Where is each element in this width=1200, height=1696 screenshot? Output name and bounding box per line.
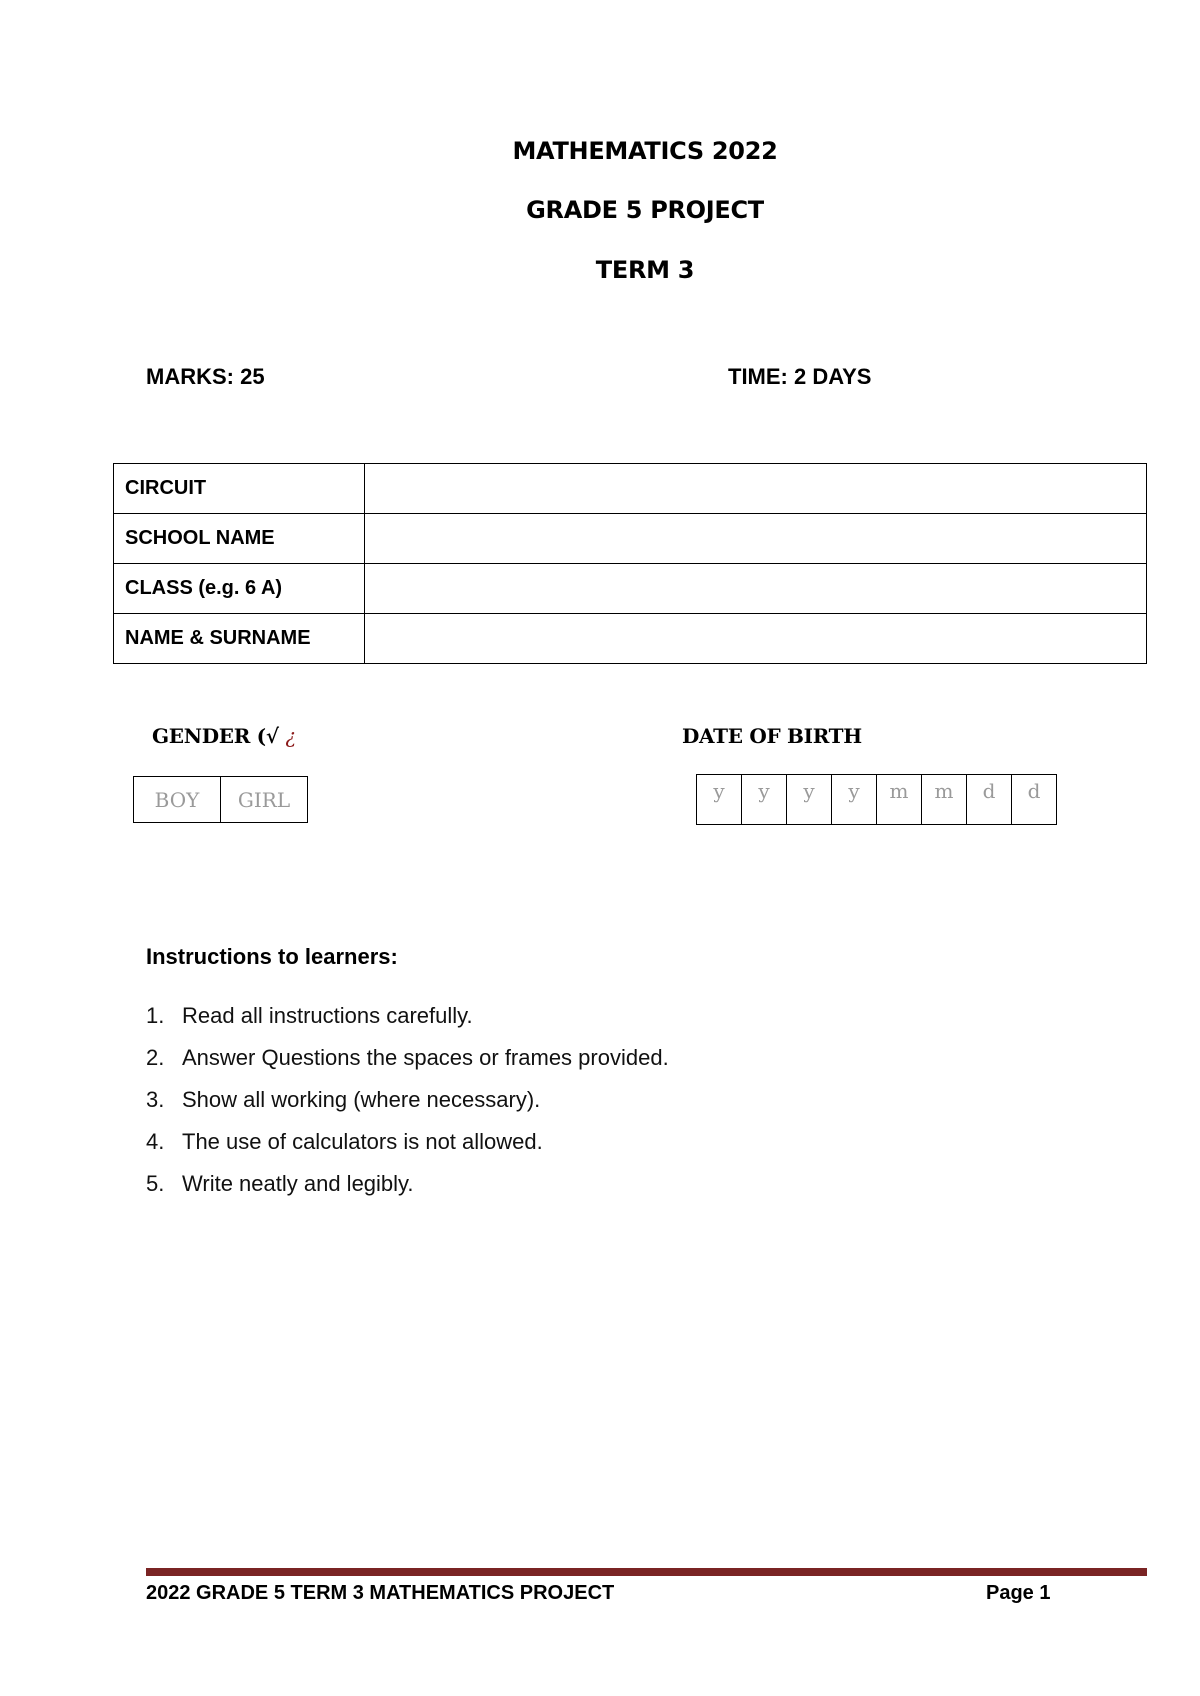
list-item: [146, 1129, 669, 1171]
table-row: [114, 464, 1147, 514]
document-subtitle: GRADE 5 PROJECT: [526, 196, 764, 224]
table-row: [114, 514, 1147, 564]
dob-day-box[interactable]: d: [1012, 775, 1057, 825]
marks-label: MARKS: 25: [146, 364, 265, 389]
list-item: [146, 1087, 669, 1129]
list-item-text: Write neatly and legibly.: [182, 1171, 414, 1196]
name-surname-label: NAME & SURNAME: [114, 614, 365, 664]
list-item-number: 1.: [146, 1003, 165, 1028]
list-item: [146, 1003, 669, 1045]
dob-year-box[interactable]: y: [697, 775, 742, 825]
document-title: MATHEMATICS 2022: [512, 137, 778, 165]
document-term: TERM 3: [595, 256, 695, 284]
time-label: TIME: 2 DAYS: [728, 364, 872, 389]
dob-month-box[interactable]: m: [877, 775, 922, 825]
list-item-text: Read all instructions carefully.: [182, 1003, 473, 1028]
name-surname-field[interactable]: [365, 614, 1147, 664]
list-item-number: 4.: [146, 1129, 165, 1154]
table-row: [114, 614, 1147, 664]
list-item-number: 2.: [146, 1045, 165, 1070]
footer-title: 2022 GRADE 5 TERM 3 MATHEMATICS PROJECT: [146, 1582, 615, 1604]
dob-year-box[interactable]: y: [787, 775, 832, 825]
list-item: [146, 1171, 669, 1213]
gender-option-girl[interactable]: GIRL: [221, 777, 308, 823]
learner-info-table: [113, 463, 1147, 664]
instructions-list: [146, 1003, 669, 1213]
list-item: [146, 1045, 669, 1087]
circuit-field[interactable]: [365, 464, 1147, 514]
gender-option-boy[interactable]: BOY: [134, 777, 221, 823]
dob-month-box[interactable]: m: [922, 775, 967, 825]
list-item-text: Show all working (where necessary).: [182, 1087, 541, 1112]
list-item-number: 3.: [146, 1087, 165, 1112]
gender-label: [152, 724, 296, 748]
school-name-label: SCHOOL NAME: [114, 514, 365, 564]
class-label: CLASS (e.g. 6 A): [114, 564, 365, 614]
page-number: Page 1: [986, 1582, 1051, 1604]
gender-label-text: GENDER (√: [152, 724, 279, 748]
footer-divider: [146, 1568, 1147, 1576]
gender-label-mark: ¿: [285, 724, 296, 748]
dob-boxes: [696, 774, 1057, 825]
gender-boxes: [133, 776, 308, 823]
list-item-text: Answer Questions the spaces or frames provided.: [182, 1045, 669, 1070]
dob-label: DATE OF BIRTH: [682, 724, 862, 748]
class-field[interactable]: [365, 564, 1147, 614]
dob-year-box[interactable]: y: [742, 775, 787, 825]
dob-day-box[interactable]: d: [967, 775, 1012, 825]
dob-year-box[interactable]: y: [832, 775, 877, 825]
list-item-number: 5.: [146, 1171, 165, 1196]
circuit-label: CIRCUIT: [114, 464, 365, 514]
list-item-text: The use of calculators is not allowed.: [182, 1129, 543, 1154]
school-name-field[interactable]: [365, 514, 1147, 564]
instructions-heading: Instructions to learners:: [146, 944, 398, 969]
table-row: [114, 564, 1147, 614]
